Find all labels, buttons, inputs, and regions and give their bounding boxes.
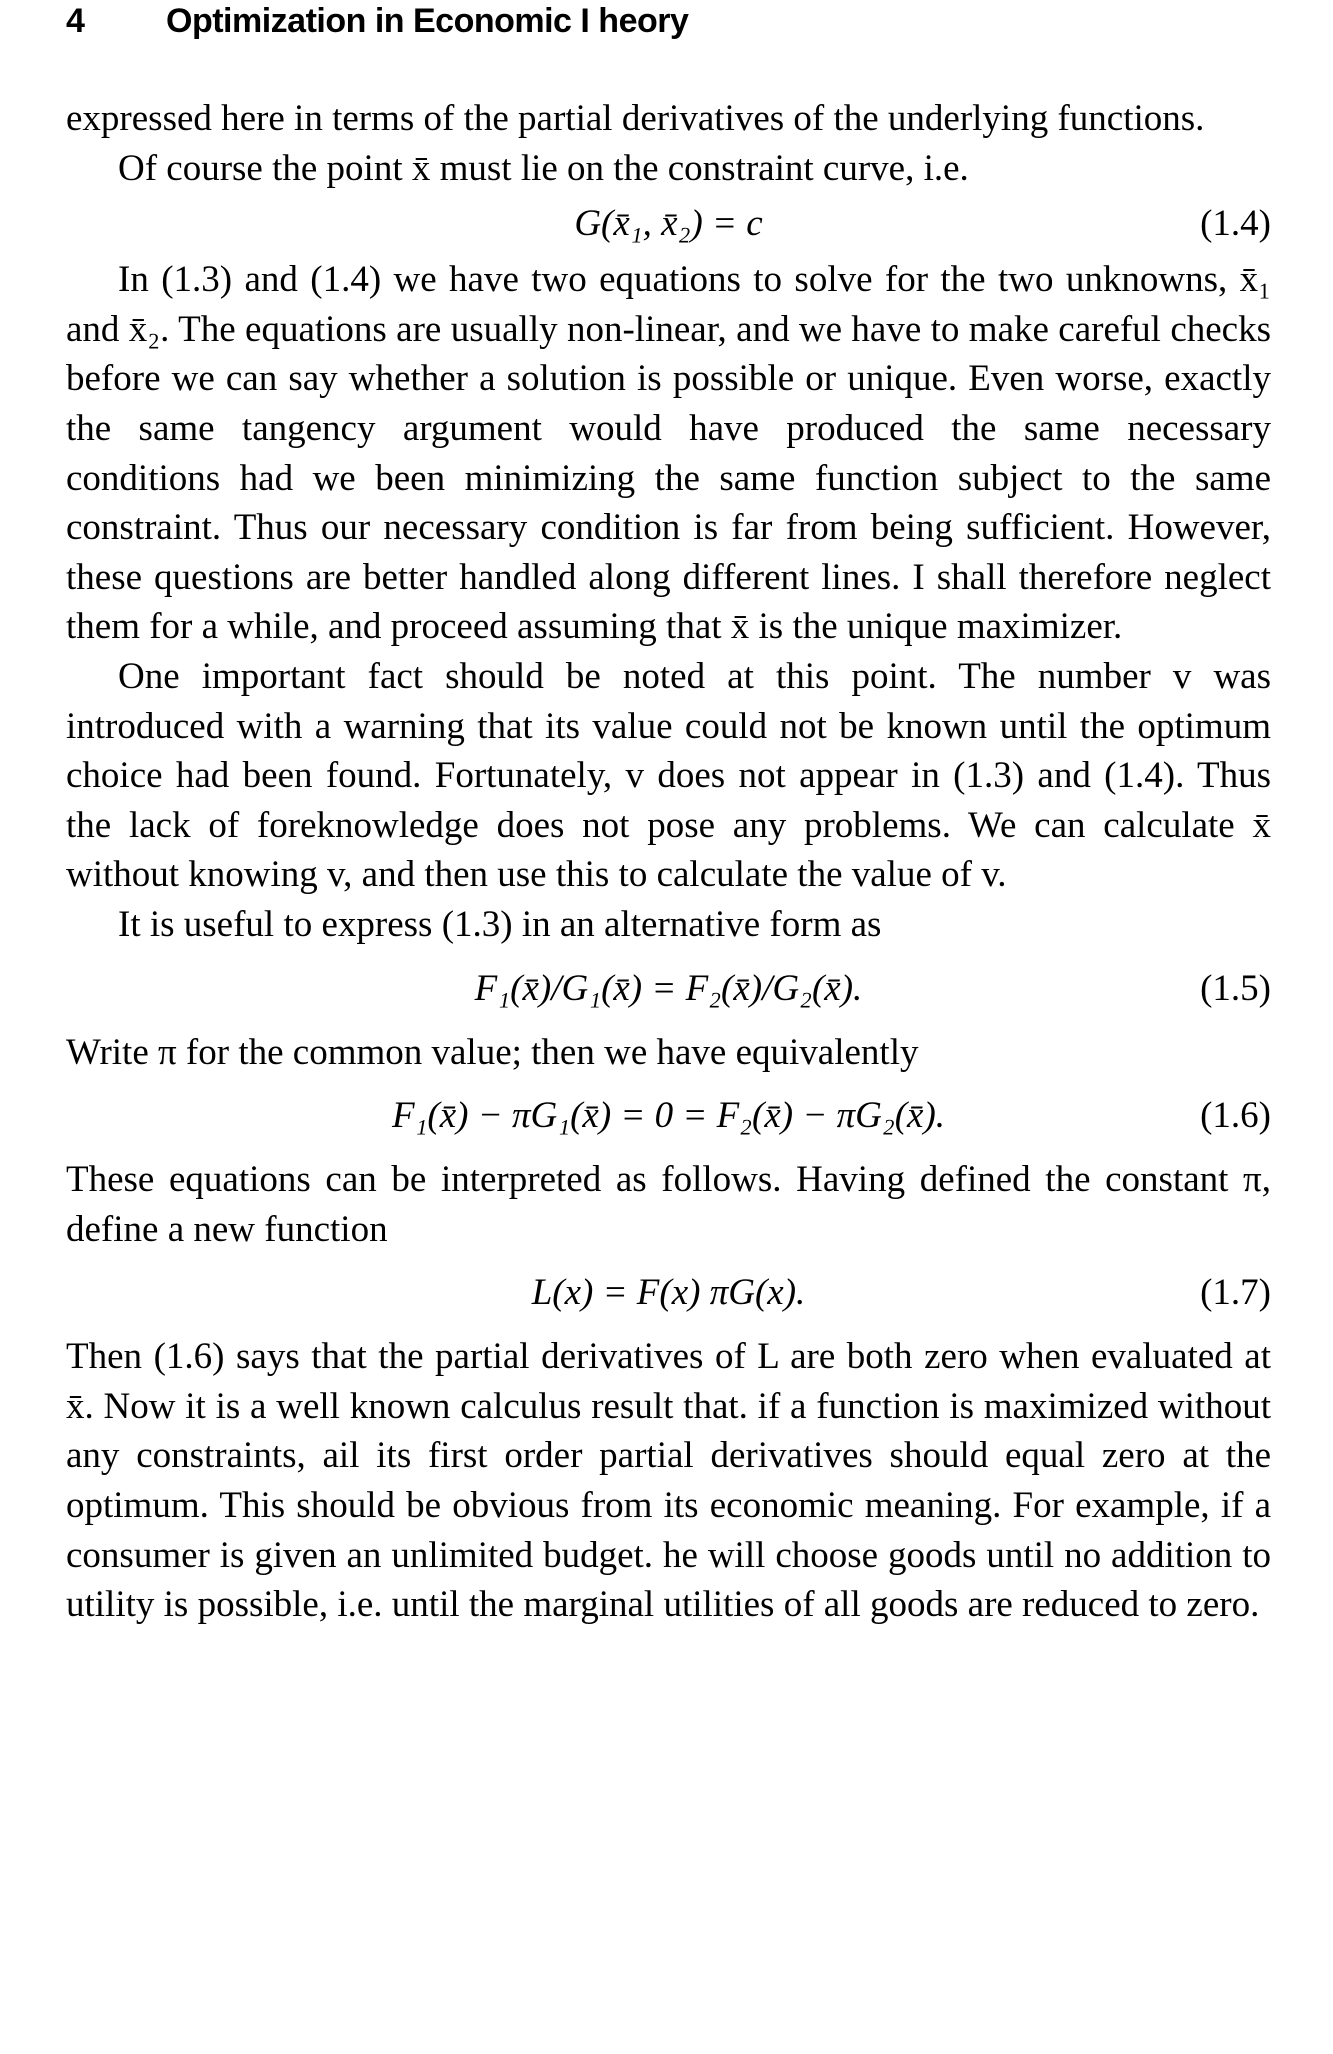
running-header	[66, 2, 688, 42]
equation-expression: L(x) = F(x) πG(x).	[531, 1272, 806, 1314]
paragraph: Of course the point x̄ must lie on the constraint curve, i.e.	[118, 147, 969, 189]
equation-expression: F₁(x̄) − πG₁(x̄) = 0 = F₂(x̄) − πG₂(x̄).	[391, 1095, 946, 1137]
running-title: Optimization in Economic I heory	[166, 2, 689, 40]
equation-number: (1.4)	[1200, 203, 1271, 245]
paragraph: expressed here in terms of the partial derivatives of the underlying functions.	[66, 98, 1205, 139]
equation-1-4	[66, 193, 1271, 255]
paragraph: Then (1.6) says that the partial derivatives of L are both zero when evaluated at x̄. Now it is a well known calculus result that. if a function is maximized without any constraints, ail its first order partial derivatives should equal zero at the optimum. This should be obvious from its economic meaning. For example, if a consumer is given an unlimited budget. he will choose goods until no addition to utility is possible, i.e. until the marginal utilities of all goods are reduced to zero.	[66, 1336, 1271, 1626]
equation-number: (1.5)	[1200, 967, 1271, 1009]
equation-1-7	[66, 1254, 1271, 1332]
equation-1-5	[66, 950, 1271, 1028]
equation-number: (1.7)	[1200, 1272, 1271, 1314]
body-text	[66, 94, 1271, 1630]
page-number: 4	[66, 2, 85, 40]
paragraph: In (1.3) and (1.4) we have two equations to solve for the two unknowns, x̄₁ and x̄₂. The equations are usually non-linear, and we have to make careful checks before we can say whether a solution is possible or unique. Even worse, exactly the same tangency argument would have produced the same necessary conditions had we been minimizing the same function subject to the same constraint. Thus our necessary condition is far from being sufficient. However, these questions are better handled along different lines. I shall therefore neglect them for a while, and proceed assuming that x̄ is the unique maximizer.	[66, 259, 1271, 648]
equation-expression: G(x̄₁, x̄₂) = c	[574, 203, 763, 245]
paragraph: It is useful to express (1.3) in an alternative form as	[118, 903, 882, 945]
paragraph: One important fact should be noted at this point. The number v was introduced with a warning that its value could not be known until the optimum choice had been found. Fortunately, v does not appear in (1.3) and (1.4). Thus the lack of foreknowledge does not pose any problems. We can calculate x̄ without knowing v, and then use this to calculate the value of v.	[66, 655, 1271, 896]
paragraph: Write π for the common value; then we have equivalently	[66, 1031, 919, 1073]
paragraph: These equations can be interpreted as follows. Having defined the constant π, define a new function	[66, 1159, 1271, 1250]
equation-1-6	[66, 1077, 1271, 1155]
equation-expression: F₁(x̄)/G₁(x̄) = F₂(x̄)/G₂(x̄).	[474, 967, 863, 1009]
equation-number: (1.6)	[1200, 1095, 1271, 1137]
